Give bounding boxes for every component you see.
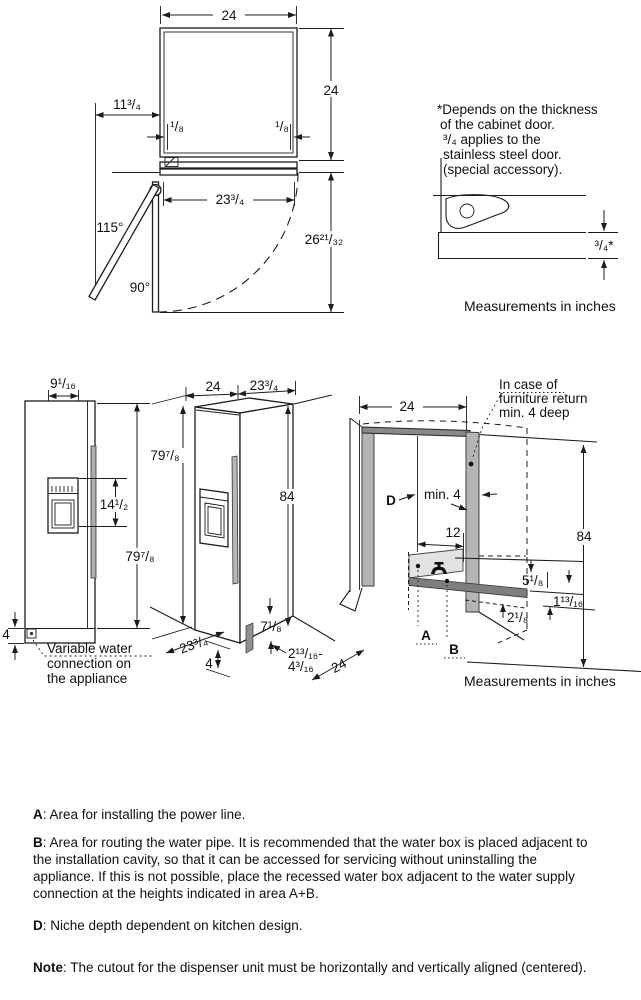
note-d-label: D (33, 918, 43, 933)
angle-115-label: 115° (96, 220, 124, 235)
dim-pipe-offset-label: 2¹/₈ (507, 610, 529, 625)
hinge-note-line-4: stainless steel door. (443, 147, 562, 162)
water-note-line-2: connection on (47, 656, 132, 671)
hinge-note-text (437, 102, 616, 314)
dim-swing-depth-label: 26²¹/₃₂ (304, 232, 344, 247)
dim-right-depth-label: 24 (323, 83, 339, 98)
niche-view-drawing (340, 377, 641, 689)
note-b: B: Area for routing the water pipe. It is recommended that the water box is placed adjacent to the installation cavity, so that it can be accessed for servicing without uninstalling the appliance. If this is not possible, place the recessed water box adjacent to the water supply connection at the heights indicated in area A+B. (33, 835, 588, 901)
dim-niche-width-label: 24 (399, 399, 415, 414)
dim-niche-height-label: 84 (576, 529, 592, 544)
hinge-note-line-2: of the cabinet door. (440, 117, 555, 132)
angle-90-label: 90° (129, 280, 151, 295)
hinge-note-line-3: ³/₄ applies to the (443, 132, 541, 147)
dim-depth-body-label: 24 (205, 379, 221, 394)
counter-bar (362, 427, 470, 437)
note-note-label: Note (33, 960, 63, 975)
dim-gap-left-label: ¹/₈ (170, 119, 184, 134)
furniture-note-line-1: In case of (499, 377, 558, 392)
dim-base-height-label: 4 (2, 627, 10, 642)
dim-pipe-height-label: 1¹³/₁₆ (553, 594, 584, 609)
note-note: Note: The cutout for the dispenser unit must be horizontally and vertically aligned (centered). (33, 960, 587, 975)
water-pipe-strip (246, 623, 253, 653)
note-d: D: Niche depth dependent on kitchen design. (33, 918, 303, 933)
dim-door-protrusion-label: 11³/₄ (113, 97, 141, 112)
label-d: D (386, 493, 396, 508)
dim-recess-height-label: 7¹/₈ (260, 619, 282, 634)
dim-depth-door-label: 23³/₄ (249, 378, 279, 393)
top-view-drawing (89, 6, 352, 313)
dim-water-area-height-label: 5¹/₈ (522, 573, 544, 588)
hinge-note-line-5: (special accessory). (443, 162, 563, 177)
dispenser-front (48, 478, 78, 533)
dim-dispenser-height-label: 14¹/₂ (99, 497, 129, 512)
note-a-text: Area for installing the power line. (49, 807, 246, 822)
water-note-line-3: the appliance (47, 671, 128, 686)
dim-floor-depth-label: 23³/₄ (177, 632, 210, 657)
dim-gap-right-label: ¹/₈ (275, 119, 289, 134)
note-a-label: A (33, 807, 43, 822)
dim-dispenser-width-label: 9¹/₁₆ (50, 376, 76, 391)
dim-base-height-persp-label: 4 (205, 656, 213, 671)
dim-water-range-2-label: 4³/₁₆ (288, 659, 314, 674)
note-d-text: Niche depth dependent on kitchen design. (50, 918, 303, 933)
door-handle (91, 446, 96, 578)
hinge-note-line-1: *Depends on the thickness (437, 102, 598, 117)
dim-top-width-label: 24 (221, 8, 237, 23)
front-view-drawing (2, 376, 163, 686)
hinge-detail-drawing (433, 102, 618, 314)
label-b: B (449, 642, 459, 657)
note-b-label: B (33, 835, 43, 850)
furniture-note-line-2: furniture return (499, 391, 588, 406)
left-wall-panel (362, 433, 374, 586)
furniture-note-line-3: min. 4 deep (499, 405, 570, 420)
footnotes (33, 806, 589, 976)
dim-water-area-width-label: 12 (445, 525, 461, 540)
note-note-text: The cutout for the dispenser unit must be horizontally and vertically aligned (centered). (70, 960, 587, 975)
door-handle-perspective (232, 456, 238, 584)
dim-min-depth-label: min. 4 (424, 487, 461, 502)
label-a: A (421, 628, 431, 643)
dim-front-height-label: 79⁷/₈ (125, 549, 155, 564)
note-a: A: Area for installing the power line. (33, 807, 246, 822)
units-caption-bottom: Measurements in inches (464, 673, 616, 689)
water-note-line-1: Variable water (47, 641, 133, 656)
units-caption-top: Measurements in inches (464, 298, 616, 314)
dim-door-thickness-label: ³/₄* (594, 238, 614, 253)
dim-perspective-height-label: 79⁷/₈ (150, 448, 180, 463)
dim-door-width-label: 23³/₄ (215, 192, 245, 207)
dim-water-range-1-label: 2¹³/₁₆- (288, 646, 323, 661)
perspective-view-drawing (144, 378, 364, 680)
dispenser-perspective (200, 489, 228, 547)
note-b-text: Area for routing the water pipe. It is recommended that the water box is placed adjacent to the installation cavity, so that it can be accessed for servicing without uninstalling the appliance. If this is not possible, place the recessed water box adjacent to the water supply connection at the heights indicated in area A+B. (33, 835, 588, 901)
dim-niche-height-84-label: 84 (279, 489, 295, 504)
dim-total-depth-label: 24 (328, 655, 349, 676)
